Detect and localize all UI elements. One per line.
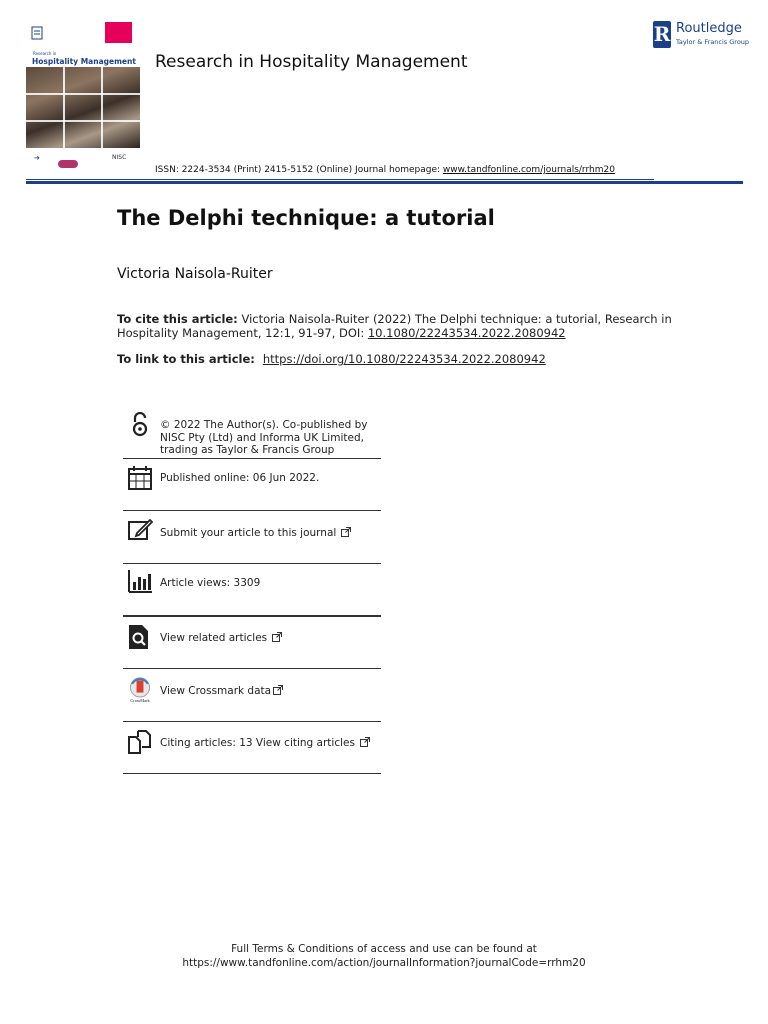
header-divider-thin (26, 179, 654, 180)
calendar-icon (127, 465, 153, 491)
edit-icon (127, 517, 153, 543)
issn-line (155, 165, 615, 175)
footer-terms-url[interactable]: https://www.tandfonline.com/action/journalInformation?journalCode=rrhm20 (182, 957, 586, 969)
info-divider (123, 773, 381, 774)
routledge-r-icon: R (653, 22, 671, 46)
info-divider (123, 458, 381, 459)
citing-documents-icon (127, 729, 153, 755)
external-link-icon (341, 527, 351, 537)
cover-small-text: Research in (33, 51, 57, 56)
submit-article-row[interactable] (123, 514, 381, 562)
cover-logo-arrow-icon: ➔ (34, 154, 40, 162)
external-link-icon (360, 737, 370, 747)
link-label: To link to this article: (117, 352, 259, 366)
document-search-icon (127, 624, 153, 650)
info-divider (123, 510, 381, 511)
submit-article-link[interactable] (160, 527, 351, 540)
citing-articles-row[interactable] (123, 725, 381, 773)
journal-title: Research in Hospitality Management (155, 52, 468, 72)
cover-small-logo-icon (31, 26, 43, 40)
related-articles-label: View related articles (160, 632, 268, 644)
header-divider (26, 181, 743, 184)
article-doi-link[interactable]: https://doi.org/10.1080/22243534.2022.2080942 (262, 352, 546, 366)
published-row (123, 462, 381, 510)
cover-accent-block (105, 22, 132, 43)
citation-doi-link[interactable]: 10.1080/22243534.2022.2080942 (367, 326, 566, 340)
crossmark-link[interactable] (160, 685, 283, 698)
journal-homepage-link[interactable]: www.tandfonline.com/journals/rrhm20 (442, 165, 615, 175)
bar-chart-icon (127, 568, 153, 594)
article-views: Article views: 3309 (160, 577, 261, 589)
crossmark-icon-label: CrossMark (130, 698, 150, 703)
citation-text: Victoria Naisola-Ruiter (2022) The Delphi technique: a tutorial, Research in Hospitality Management, 12:1, 91-97, DOI: (117, 312, 672, 340)
citation-label: To cite this article: (117, 312, 238, 326)
publisher-name: Routledge (676, 21, 742, 36)
issn-text: ISSN: 2224-3534 (Print) 2415-5152 (Online) Journal homepage: (155, 165, 443, 175)
published-date: Published online: 06 Jun 2022. (160, 472, 320, 484)
open-access-icon (127, 412, 153, 438)
submit-article-label: Submit your article to this journal (160, 527, 337, 539)
cover-title: Hospitality Management (32, 57, 136, 66)
info-divider (123, 563, 381, 564)
external-link-icon (272, 632, 282, 642)
cover-logo-pill (58, 160, 78, 168)
related-articles-row[interactable] (123, 620, 381, 668)
crossmark-label: View Crossmark data (160, 685, 272, 697)
article-author: Victoria Naisola-Ruiter (117, 266, 273, 282)
crossmark-icon (127, 677, 153, 703)
open-access-row (123, 412, 381, 458)
info-divider (123, 721, 381, 722)
article-views-row (123, 567, 381, 615)
cover-publisher-logos (28, 152, 138, 172)
external-link-icon (273, 685, 283, 695)
related-articles-link[interactable] (160, 632, 282, 645)
citation-block (117, 312, 677, 340)
article-link-block (117, 352, 546, 366)
cover-photo (26, 67, 140, 148)
journal-cover-image[interactable] (26, 20, 140, 176)
footer-terms (0, 942, 768, 970)
citing-articles-label: Citing articles: 13 View citing articles (160, 737, 355, 749)
cover-logo-nisc: NISC (112, 154, 127, 161)
info-divider (123, 668, 381, 669)
publisher-subtitle: Taylor & Francis Group (676, 38, 750, 46)
citing-articles-link[interactable] (160, 737, 370, 750)
article-title: The Delphi technique: a tutorial (117, 206, 495, 230)
footer-line-1: Full Terms & Conditions of access and use can be found at (231, 943, 537, 955)
crossmark-row[interactable] (123, 672, 381, 720)
info-divider (123, 615, 381, 617)
open-access-text: © 2022 The Author(s). Co-published by NISC Pty (Ltd) and Informa UK Limited, trading as Taylor & Francis Group (160, 419, 368, 456)
